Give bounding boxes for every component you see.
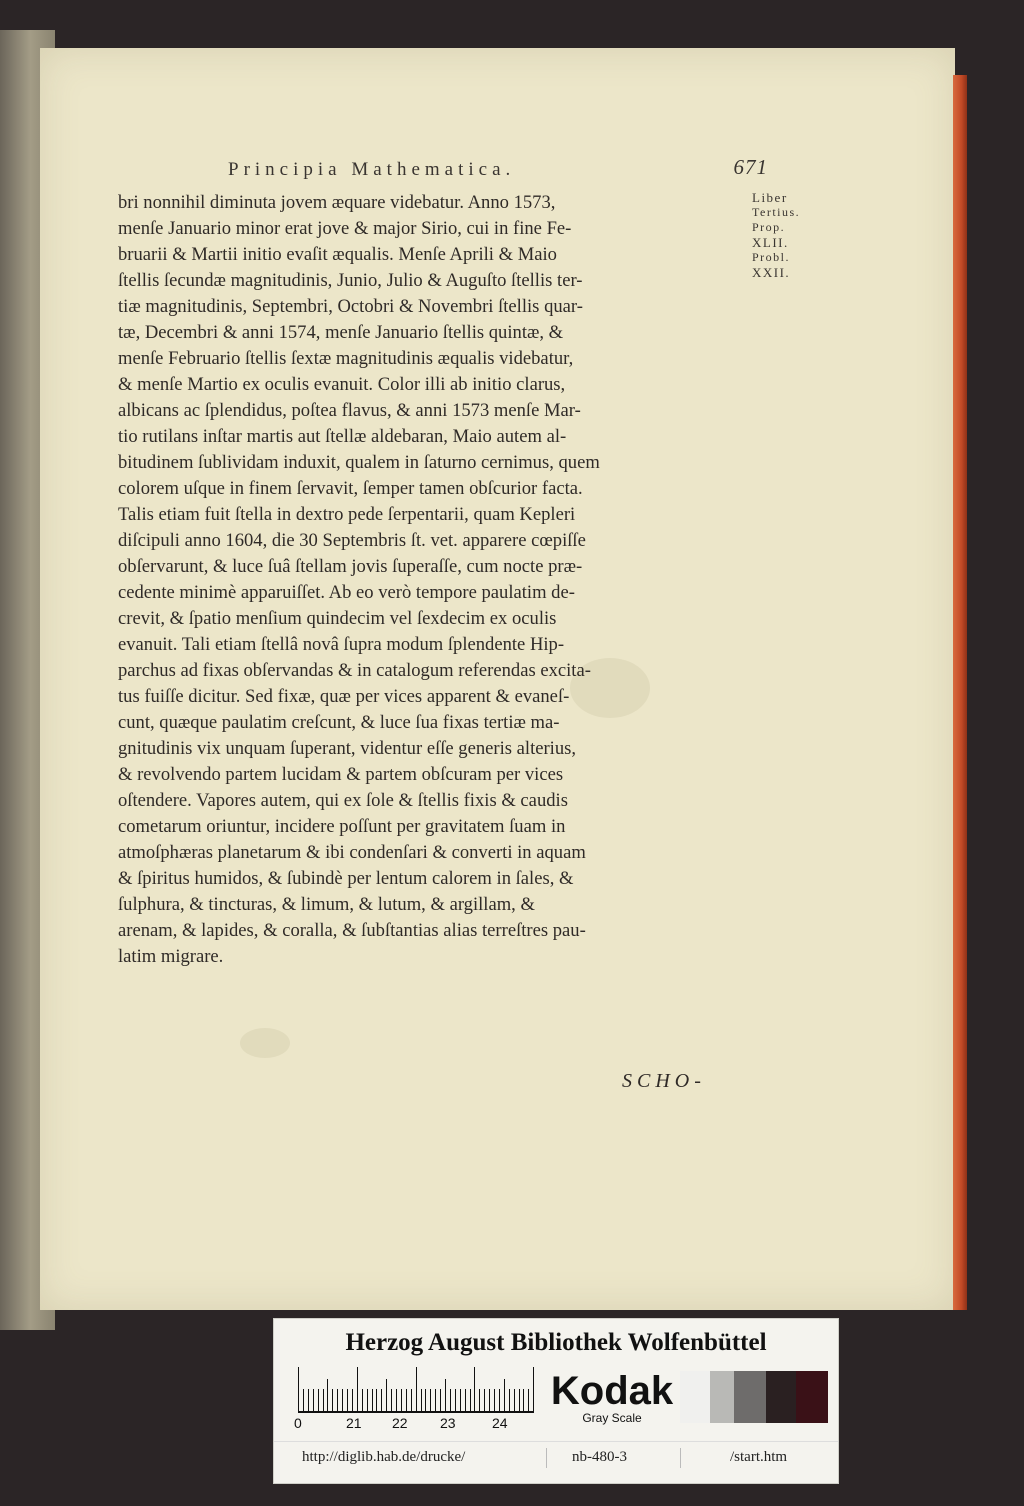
margin-note-line: XXII. (752, 265, 791, 280)
margin-note-line: Prop. (752, 220, 786, 234)
text-line: obſervarunt, & luce ſuâ ſtellam jovis ſuperaſſe, cum nocte præ- (118, 556, 583, 577)
catchword: SCHO- (622, 1070, 706, 1092)
text-line: crevit, & ſpatio menſium quindecim vel ſexdecim ex oculis (118, 608, 557, 629)
gray-swatch (796, 1371, 828, 1423)
running-head-title: Principia Mathematica. (228, 159, 516, 180)
margin-note-line: Liber (752, 190, 788, 205)
text-line: cedente minimè apparuiſſet. Ab eo verò tempore paulatim de- (118, 582, 575, 603)
text-line: colorem uſque in finem ſervavit, ſemper tamen obſcurior facta. (118, 478, 583, 499)
url-text: http://diglib.hab.de/drucke/ (302, 1449, 466, 1465)
text-line: gnitudinis vix unquam ſuperant, videntur eſſe generis alterius, (118, 738, 577, 759)
text-line: cometarum oriuntur, incidere poſſunt per gravitatem ſuam in (118, 816, 566, 837)
ruler-tick (362, 1389, 363, 1411)
body-text (118, 190, 738, 970)
ruler-tick (308, 1389, 309, 1411)
ruler-tick (455, 1389, 456, 1411)
text-line: ſtellis ſecundæ magnitudinis, Junio, Julio & Auguſto ſtellis ter- (118, 270, 583, 291)
ruler-tick (313, 1389, 314, 1411)
text-line: bri nonnihil diminuta jovem æquare videbatur. Anno 1573, (118, 192, 556, 213)
text-line: diſcipuli anno 1604, die 30 Septembris ſt. vet. apparere cœpiſſe (118, 530, 586, 551)
ruler-tick (465, 1389, 466, 1411)
page-edge-red (953, 75, 967, 1310)
ruler-labels (294, 1415, 554, 1433)
digitization-card (273, 1318, 839, 1484)
text-line: & menſe Martio ex oculis evanuit. Color illi ab initio clarus, (118, 374, 566, 395)
text-line: tio rutilans inſtar martis aut ſtellæ aldebaran, Maio autem al- (118, 426, 567, 447)
text-line: & revolvendo partem lucidam & partem obſcuram per vices (118, 764, 564, 785)
ruler-label: 23 (440, 1415, 456, 1431)
ruler-tick (342, 1389, 343, 1411)
ruler-tick (504, 1379, 505, 1411)
ruler-tick (298, 1367, 299, 1411)
ruler-tick (391, 1389, 392, 1411)
ruler-tick (533, 1367, 534, 1411)
ruler-tick (450, 1389, 451, 1411)
ruler-tick (332, 1389, 333, 1411)
ruler-tick (499, 1389, 500, 1411)
gray-swatch (734, 1371, 766, 1423)
text-line: Talis etiam fuit ſtella in dextro pede ſerpentarii, quam Kepleri (118, 504, 576, 525)
text-line: albicans ac ſplendidus, poſtea flavus, & anni 1573 menſe Mar- (118, 400, 581, 421)
margin-note-line: XLII. (752, 235, 789, 250)
text-line: tus fuiſſe dicitur. Sed fixæ, quæ per vices apparent & evaneſ- (118, 686, 570, 707)
divider (546, 1448, 547, 1468)
ruler-tick (445, 1379, 446, 1411)
text-line: arenam, & lapides, & coralla, & ſubſtantias alias terreſtres pau- (118, 920, 586, 941)
ruler-label: 24 (492, 1415, 508, 1431)
ruler-tick (528, 1389, 529, 1411)
ruler-tick (430, 1389, 431, 1411)
text-line: tæ, Decembri & anni 1574, menſe Januario ſtellis quintæ, & (118, 322, 564, 343)
ruler-tick (386, 1379, 387, 1411)
start-link-text: /start.htm (730, 1449, 788, 1465)
ruler-tick (484, 1389, 485, 1411)
ruler-tick (406, 1389, 407, 1411)
ruler-tick (470, 1389, 471, 1411)
gray-scale-swatches (680, 1371, 828, 1423)
ruler-label: 21 (346, 1415, 362, 1431)
text-line: tiæ magnitudinis, Septembri, Octobri & Novembri ſtellis quar- (118, 296, 583, 317)
gray-swatch (766, 1371, 796, 1423)
text-line: oſtendere. Vapores autem, qui ex ſole & ſtellis fixis & caudis (118, 790, 568, 811)
ruler-tick (523, 1389, 524, 1411)
ruler-tick (460, 1389, 461, 1411)
ruler-label: 22 (392, 1415, 408, 1431)
text-line: menſe Februario ſtellis ſextæ magnitudinis æqualis videbatur, (118, 348, 574, 369)
page-number: 671 (733, 155, 768, 179)
scale-ruler (298, 1367, 534, 1413)
ruler-tick (367, 1389, 368, 1411)
ruler-tick (347, 1389, 348, 1411)
ruler-tick (337, 1389, 338, 1411)
ruler-tick (479, 1389, 480, 1411)
ruler-tick (514, 1389, 515, 1411)
ruler-tick (327, 1379, 328, 1411)
ruler-tick (494, 1389, 495, 1411)
ruler-label: 0 (294, 1415, 302, 1431)
card-footer (274, 1441, 838, 1472)
kodak-logo: Kodak (550, 1369, 674, 1413)
ruler-tick (318, 1389, 319, 1411)
text-line: bruarii & Martii initio evaſit æqualis. Menſe Aprili & Maio (118, 244, 557, 265)
ruler-tick (323, 1389, 324, 1411)
ruler-tick (519, 1389, 520, 1411)
text-line: ſulphura, & tincturas, & limum, & lutum, & argillam, & (118, 894, 535, 915)
ruler-tick (401, 1389, 402, 1411)
ruler-tick (435, 1389, 436, 1411)
ruler-tick (381, 1389, 382, 1411)
text-line: menſe Januario minor erat jove & major Sirio, cui in fine Fe- (118, 218, 572, 239)
divider (680, 1448, 681, 1468)
margin-note-line: Probl. (752, 250, 791, 264)
margin-note (752, 190, 832, 280)
library-name: Herzog August Bibliothek Wolfenbüttel (345, 1329, 767, 1356)
text-line: atmoſphæras planetarum & ibi condenſari & converti in aquam (118, 842, 586, 863)
ruler-tick (509, 1389, 510, 1411)
ruler-tick (411, 1389, 412, 1411)
text-line: & ſpiritus humidos, & ſubindè per lentum calorem in ſales, & (118, 868, 574, 889)
ruler-tick (303, 1389, 304, 1411)
ruler-tick (376, 1389, 377, 1411)
margin-note-line: Tertius. (752, 205, 801, 219)
ruler-tick (421, 1389, 422, 1411)
ruler-tick (416, 1367, 417, 1411)
ruler-tick (425, 1389, 426, 1411)
gray-swatch (710, 1371, 734, 1423)
ruler-tick (489, 1389, 490, 1411)
text-line: latim migrare. (118, 946, 224, 967)
ruler-tick (440, 1389, 441, 1411)
ruler-tick (474, 1367, 475, 1411)
gray-scale-label: Gray Scale (582, 1411, 642, 1425)
paper-stain (240, 1028, 290, 1058)
ruler-tick (357, 1367, 358, 1411)
text-line: evanuit. Tali etiam ſtellâ novâ ſupra modum ſplendente Hip- (118, 634, 565, 655)
ruler-tick (396, 1389, 397, 1411)
ruler-tick (372, 1389, 373, 1411)
ruler-tick (352, 1389, 353, 1411)
text-line: bitudinem ſublividam induxit, qualem in ſaturno cernimus, quem (118, 452, 600, 473)
running-head (228, 155, 768, 187)
text-line: parchus ad fixas obſervandas & in catalogum referendas excita- (118, 660, 591, 681)
shelfmark-text: nb-480-3 (572, 1449, 627, 1465)
gray-swatch (680, 1371, 710, 1423)
text-line: cunt, quæque paulatim creſcunt, & luce ſua fixas tertiæ ma- (118, 712, 560, 733)
